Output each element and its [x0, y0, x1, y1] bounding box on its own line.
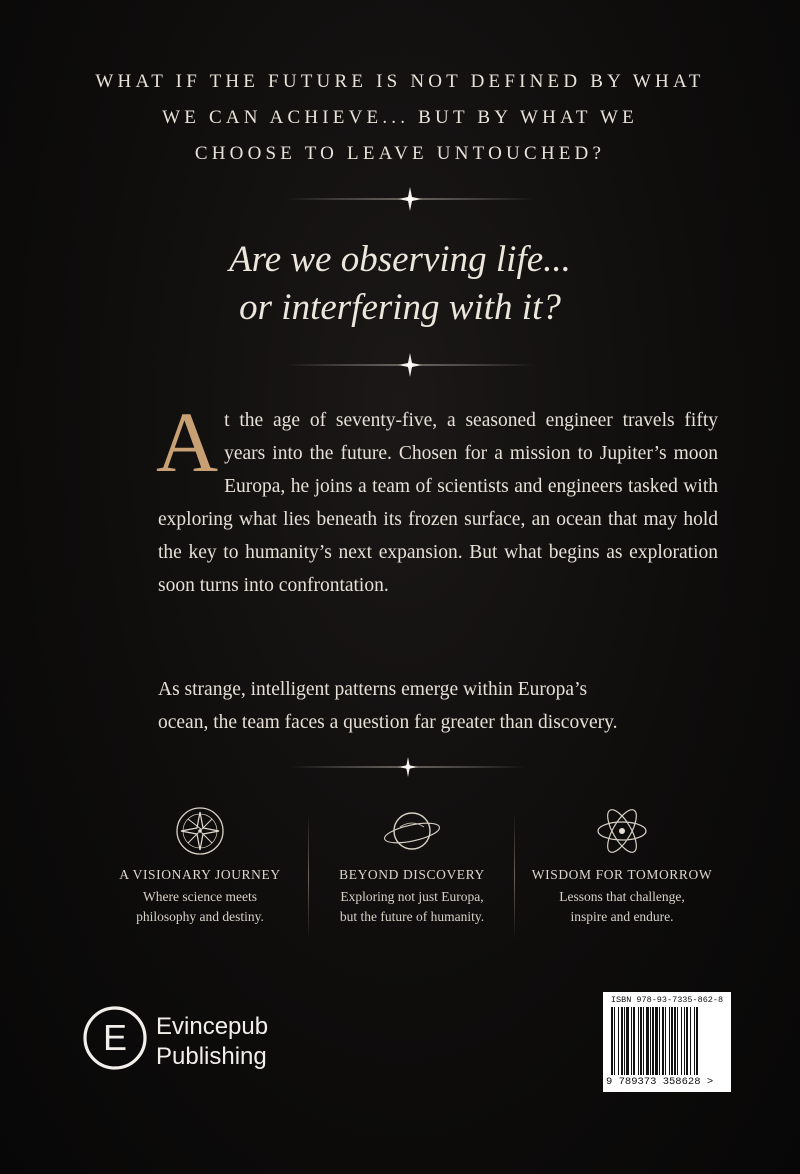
publisher-name	[156, 1012, 268, 1072]
feature-description: inspire and endure.	[570, 909, 674, 924]
barcode-bar	[643, 1007, 644, 1075]
barcode-bar	[650, 1007, 651, 1075]
sparkle-divider	[0, 350, 800, 380]
barcode-bar	[674, 1007, 676, 1075]
feature-description: Where science meets	[143, 889, 257, 904]
barcode-bar	[652, 1007, 654, 1075]
barcode-bar	[633, 1007, 635, 1075]
barcode-bar	[671, 1007, 673, 1075]
feature-wisdom-for-tomorrow	[522, 805, 722, 927]
tagline-line: WE CAN ACHIEVE... BUT BY WHAT WE	[162, 107, 638, 128]
blurb-line: As strange, intelligent patterns emerge within Europa’s	[158, 679, 588, 700]
blurb-text: t the age of seventy-five, a seasoned engineer travels fifty years into the future. Chosen for a mission to Jupiter’s moon Europa, he joins a team of scientists and engineers tasked with exploring what lies beneath its frozen surface, an ocean that may hold the key to humanity’s next expansion. But what begins as exploration soon turns into confrontation.	[158, 410, 718, 596]
barcode-bar	[690, 1007, 691, 1075]
barcode-bar	[665, 1007, 666, 1075]
sparkle-divider	[0, 184, 800, 214]
barcode-bar	[694, 1007, 695, 1075]
atom-icon	[594, 805, 650, 857]
barcode-bar	[626, 1007, 629, 1075]
feature-description: Lessons that challenge,	[559, 889, 685, 904]
feature-visionary-journey	[100, 805, 300, 927]
barcode-bar	[631, 1007, 632, 1075]
barcode-bar	[638, 1007, 639, 1075]
question-line: Are we observing life...	[229, 239, 571, 280]
barcode-bars	[611, 1007, 723, 1075]
feature-description: philosophy and destiny.	[136, 909, 264, 924]
feature-title: A VISIONARY JOURNEY	[119, 867, 281, 882]
barcode-bar	[659, 1007, 660, 1075]
barcode-bar	[614, 1007, 615, 1075]
logo-letter: E	[102, 1017, 128, 1058]
feature-title: WISDOM FOR TOMORROW	[531, 867, 713, 882]
tagline-line: WHAT IF THE FUTURE IS NOT DEFINED BY WHAT	[95, 71, 705, 92]
feature-separator	[308, 812, 309, 940]
barcode-bar	[624, 1007, 625, 1075]
drop-cap: A	[156, 394, 219, 490]
barcode-bar	[611, 1007, 613, 1075]
barcode-bar	[640, 1007, 642, 1075]
barcode-bar	[669, 1007, 670, 1075]
blurb-paragraph-2	[158, 673, 728, 739]
barcode-bar	[696, 1007, 698, 1075]
tagline-question	[60, 236, 740, 332]
barcode-bar	[681, 1007, 682, 1075]
planet-icon	[381, 805, 443, 857]
feature-beyond-discovery	[312, 805, 512, 927]
barcode-bar	[621, 1007, 623, 1075]
barcode-bar	[662, 1007, 664, 1075]
question-line: or interfering with it?	[239, 287, 561, 328]
publisher-logo-icon	[82, 1005, 148, 1071]
feature-separator	[514, 812, 515, 940]
feature-description: Exploring not just Europa,	[340, 889, 484, 904]
feature-title: BEYOND DISCOVERY	[339, 867, 485, 882]
isbn-label: ISBN 978-93-7335-862-8	[610, 995, 724, 1005]
isbn-barcode	[603, 992, 731, 1092]
barcode-bar	[646, 1007, 649, 1075]
sparkle-divider	[0, 752, 800, 782]
tagline	[60, 64, 740, 172]
tagline-line: CHOOSE TO LEAVE UNTOUCHED?	[194, 143, 606, 164]
barcode-bar	[677, 1007, 678, 1075]
blurb-paragraph	[156, 394, 718, 602]
barcode-bar	[618, 1007, 619, 1075]
feature-description: but the future of humanity.	[339, 909, 485, 924]
publisher-name-line1: Evincepub	[156, 1013, 269, 1040]
blurb-line: ocean, the team faces a question far greater than discovery.	[158, 712, 618, 733]
publisher-name-line2: Publishing	[156, 1043, 267, 1070]
compass-star-icon	[174, 805, 226, 857]
barcode-bar	[655, 1007, 658, 1075]
isbn-digits: 9 789373 358628 >	[606, 1076, 714, 1088]
barcode-bar	[684, 1007, 685, 1075]
barcode-bar	[686, 1007, 688, 1075]
